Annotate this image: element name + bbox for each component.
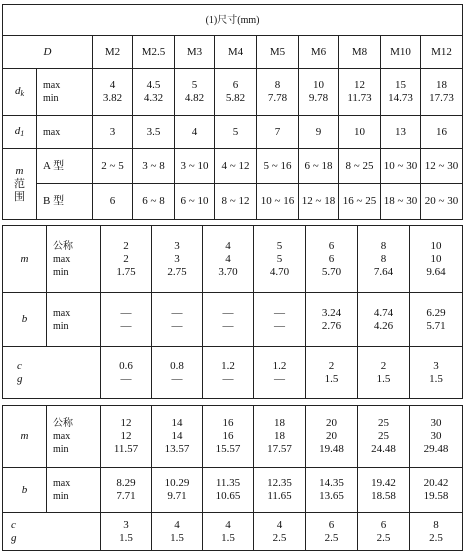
m-cell: 12 12 11.57: [101, 406, 152, 468]
b-cell: — —: [152, 293, 203, 347]
dk-labels: max min: [37, 69, 93, 116]
m-range-a-row: [3, 149, 463, 184]
type-a-label: A 型: [37, 149, 93, 184]
range-cell: 6: [93, 184, 133, 220]
b-labels: max min: [47, 468, 101, 513]
m-cell: 6 6 5.70: [306, 226, 358, 293]
range-cell: 3 ~ 8: [133, 149, 175, 184]
cg-cell: 6 2.5: [358, 513, 410, 551]
cg-cell: 1.2 —: [203, 347, 254, 399]
cg-cell: 0.8 —: [152, 347, 203, 399]
dk-cell: 6 5.82: [215, 69, 257, 116]
range-cell: 6 ~ 8: [133, 184, 175, 220]
cg-cell: 1.2 —: [254, 347, 306, 399]
m-cell: 20 20 19.48: [306, 406, 358, 468]
b-cell: 8.29 7.71: [101, 468, 152, 513]
m-cell: 10 10 9.64: [410, 226, 463, 293]
range-cell: 2 ~ 5: [93, 149, 133, 184]
cg-row: [3, 347, 463, 399]
b-cell: — —: [101, 293, 152, 347]
dk-cell: 5 4.82: [175, 69, 215, 116]
m-row: [3, 406, 463, 468]
dimension-table-part2: [2, 225, 463, 399]
d1-cell: 9: [299, 116, 339, 149]
d1-cell: 13: [381, 116, 421, 149]
d1-label: max: [37, 116, 93, 149]
b-labels: max min: [47, 293, 101, 347]
m-range-label: m 范 围: [3, 149, 37, 220]
size-cell: M5: [257, 36, 299, 69]
range-cell: 6 ~ 18: [299, 149, 339, 184]
size-header-row: [3, 36, 463, 69]
range-cell: 8 ~ 12: [215, 184, 257, 220]
d1-cell: 10: [339, 116, 381, 149]
m-labels: 公称 max min: [47, 226, 101, 293]
dimension-table-part3: [2, 405, 463, 551]
cg-cell: 4 1.5: [203, 513, 254, 551]
size-cell: M10: [381, 36, 421, 69]
cg-cell: 0.6 —: [101, 347, 152, 399]
m-cell: 2 2 1.75: [101, 226, 152, 293]
b-cell: 14.35 13.65: [306, 468, 358, 513]
dk-cell: 4 3.82: [93, 69, 133, 116]
b-cell: 3.24 2.76: [306, 293, 358, 347]
b-cell: 4.74 4.26: [358, 293, 410, 347]
d1-cell: 16: [421, 116, 463, 149]
cg-cell: 2 1.5: [306, 347, 358, 399]
size-cell: M4: [215, 36, 257, 69]
size-cell: M3: [175, 36, 215, 69]
size-cell: M12: [421, 36, 463, 69]
m-cell: 25 25 24.48: [358, 406, 410, 468]
range-cell: 6 ~ 10: [175, 184, 215, 220]
d1-cell: 3.5: [133, 116, 175, 149]
m-symbol: m: [3, 406, 47, 468]
range-cell: 3 ~ 10: [175, 149, 215, 184]
table-caption: (1)尺寸(mm): [3, 5, 463, 36]
b-cell: 6.29 5.71: [410, 293, 463, 347]
size-cell: M2.5: [133, 36, 175, 69]
range-cell: 8 ~ 25: [339, 149, 381, 184]
dk-cell: 15 14.73: [381, 69, 421, 116]
m-cell: 8 8 7.64: [358, 226, 410, 293]
m-cell: 4 4 3.70: [203, 226, 254, 293]
dk-cell: 12 11.73: [339, 69, 381, 116]
dk-cell: 10 9.78: [299, 69, 339, 116]
d1-cell: 3: [93, 116, 133, 149]
cg-cell: 3 1.5: [410, 347, 463, 399]
m-symbol: m: [3, 226, 47, 293]
b-cell: — —: [203, 293, 254, 347]
d1-cell: 5: [215, 116, 257, 149]
range-cell: 18 ~ 30: [381, 184, 421, 220]
b-symbol: b: [3, 468, 47, 513]
dk-cell: 18 17.73: [421, 69, 463, 116]
m-cell: 5 5 4.70: [254, 226, 306, 293]
range-cell: 12 ~ 30: [421, 149, 463, 184]
cg-cell: 6 2.5: [306, 513, 358, 551]
range-cell: 5 ~ 16: [257, 149, 299, 184]
range-cell: 10 ~ 16: [257, 184, 299, 220]
b-cell: 11.35 10.65: [203, 468, 254, 513]
d1-cell: 4: [175, 116, 215, 149]
b-cell: 10.29 9.71: [152, 468, 203, 513]
size-cell: M2: [93, 36, 133, 69]
dk-cell: 8 7.78: [257, 69, 299, 116]
m-cell: 3 3 2.75: [152, 226, 203, 293]
cg-cell: 8 2.5: [410, 513, 463, 551]
range-cell: 16 ~ 25: [339, 184, 381, 220]
m-cell: 18 18 17.57: [254, 406, 306, 468]
cg-symbols: c g: [3, 347, 101, 399]
m-cell: 14 14 13.57: [152, 406, 203, 468]
size-cell: M8: [339, 36, 381, 69]
m-range-b-row: [3, 184, 463, 220]
dimension-table-part1: [2, 4, 463, 220]
m-row: [3, 226, 463, 293]
cg-cell: 2 1.5: [358, 347, 410, 399]
cg-cell: 4 2.5: [254, 513, 306, 551]
range-cell: 12 ~ 18: [299, 184, 339, 220]
d1-row: [3, 116, 463, 149]
cg-cell: 4 1.5: [152, 513, 203, 551]
b-symbol: b: [3, 293, 47, 347]
dk-symbol: $d_k$: [3, 69, 37, 116]
d1-cell: 7: [257, 116, 299, 149]
b-cell: — —: [254, 293, 306, 347]
b-cell: 20.42 19.58: [410, 468, 463, 513]
m-labels: 公称 max min: [47, 406, 101, 468]
b-cell: 19.42 18.58: [358, 468, 410, 513]
m-cell: 16 16 15.57: [203, 406, 254, 468]
b-row: [3, 293, 463, 347]
range-cell: 20 ~ 30: [421, 184, 463, 220]
b-row: [3, 468, 463, 513]
b-cell: 12.35 11.65: [254, 468, 306, 513]
d1-symbol: $d_1$: [3, 116, 37, 149]
cg-symbols: c g: [3, 513, 101, 551]
size-cell: M6: [299, 36, 339, 69]
dk-row: [3, 69, 463, 116]
m-cell: 30 30 29.48: [410, 406, 463, 468]
range-cell: 10 ~ 30: [381, 149, 421, 184]
range-cell: 4 ~ 12: [215, 149, 257, 184]
type-b-label: B 型: [37, 184, 93, 220]
dk-cell: 4.5 4.32: [133, 69, 175, 116]
d-header: D: [3, 36, 93, 69]
cg-cell: 3 1.5: [101, 513, 152, 551]
cg-row: [3, 513, 463, 551]
